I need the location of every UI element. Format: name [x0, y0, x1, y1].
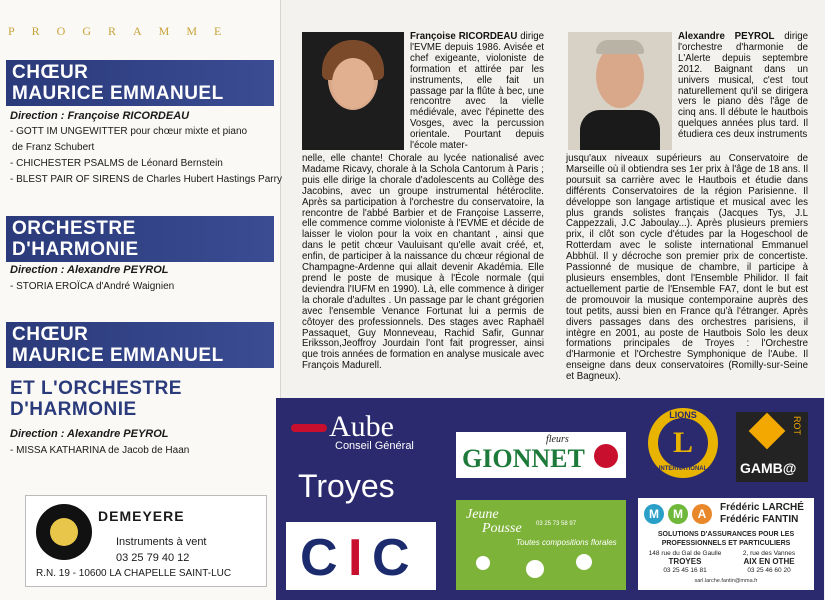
section-title-choeur-orchestre: CHŒUR MAURICE EMMANUEL	[6, 322, 274, 368]
section-title-orchestre: ORCHESTRE D'HARMONIE	[6, 216, 274, 262]
list-item: - BLEST PAIR OF SIRENS de Charles Hubert Hastings Parry	[10, 174, 282, 185]
direction-peyrol-2: Direction : Alexandre PEYROL	[10, 428, 169, 440]
logo-jeune-pousse: Jeune Pousse 03 25 73 58 97 Toutes compositions florales	[456, 500, 626, 590]
ad-brand-name: DEMEYERE	[98, 508, 185, 524]
program-heading: PROGRAMME	[8, 24, 239, 38]
aube-wave-icon	[291, 424, 327, 432]
logo-lions: L LIONS INTERNATIONAL	[644, 408, 724, 480]
program-list-combined	[10, 443, 275, 459]
ad-demeyere	[25, 495, 267, 587]
list-item: - CHICHESTER PSALMS de Léonard Bernstein	[10, 158, 223, 169]
program-panel	[0, 0, 281, 600]
list-item: - MISSA KATHARINA de Jacob de Haan	[10, 445, 190, 456]
logo-cic: C I C	[286, 522, 436, 590]
daisy-icon	[576, 554, 592, 570]
flower-icon	[594, 444, 618, 468]
bio-ricordeau-bottom: nelle, elle chante! Chorale au lycée nationalisé avec Madame Ricavy, chorale à la Schola Cantorum à Paris ; puis elle dirige la chorale d'adolescents au Collège des Jacobins, avec un groupe instrumental hétéroclite. Après sa participation à l'orchestre du conservatoire, la rencontre de l'abbé Barbier et de Françoise Lasserre, elle commence comme violoniste à l'EVME et décide de laisser le violon pour la voix en chantant , ainsi que dans le petit chœur Vauluisant qu'elle avait créé, et, enfin, de participer à la naissance du chœur régional de Champagne-Ardenne qui allait devenir Akadémia. Elle prend le poste de musique à l'École normale (qui deviendra l'IUFM en 1990). Là, elle commence à diriger la chorale d'adultes . Un passage par le chant grégorien avec l'ensemble Venance Fortunat lui a permis de côtoyer des professionnels. Des stages avec Raphaël Passaquet, Guy Monneveau, Rachid Safir, Gunnar Eriksson,Jeoffroy Jourdain l'ont fait progresser, ainsi que trois années de formation en analyse musicale avec François Madurell.	[302, 153, 544, 372]
bio-peyrol-top: Alexandre PEYROL dirige l'orchestre d'harmonie de L'Alerte depuis septembre 2012. Baignant dans un univers musical, c'est tout naturellement qu'il se dirigera vers le piano dès l'âge de cinq ans. Il débute le hautbois quelques années plus tard. Il étudiera ces deux instruments	[678, 31, 808, 141]
daisy-icon	[526, 560, 544, 578]
ad-phone: 03 25 79 40 12	[116, 552, 190, 564]
sponsors-panel	[276, 398, 824, 600]
logo-aube: Aube Conseil Général	[291, 410, 431, 454]
list-item: de Franz Schubert	[12, 142, 95, 153]
list-item: - GOTT IM UNGEWITTER pour chœur mixte et piano	[10, 126, 248, 137]
bio-ricordeau-top: Françoise RICORDEAU dirige l'EVME depuis 1986. Avisée et chef exigeante, violoniste de formation et attirée par les instruments, elle fait un passage par la flûte à bec, une rencontre avec la vielle médiévale, avec l'épinette des Vosges, avec la percussion orientale. Pourtant depuis l'école mater-	[410, 31, 544, 152]
daisy-icon	[476, 556, 490, 570]
section-title-choeur: CHŒUR MAURICE EMMANUEL	[6, 60, 274, 106]
ad-mma: M M A Frédéric LARCHÉ Frédéric FANTIN SOLUTIONS D'ASSURANCES POUR LES PROFESSIONNELS ET PARTICULIERS 148 rue du Gal de Gaulle TROYES 03 25 45 16 81 2, rue des Vannes AIX EN OTHE 03 25 46 60 20 sarl.larche.fantin@mma.fr	[638, 498, 814, 590]
direction-peyrol: Direction : Alexandre PEYROL	[10, 264, 169, 276]
photo-ricordeau	[302, 32, 404, 150]
logo-gionnet: fleurs GIONNET	[456, 432, 626, 478]
program-list-choeur	[10, 124, 282, 188]
logo-gamba: ROT GAMB@	[736, 412, 808, 482]
section-title-continued: ET L'ORCHESTRE D'HARMONIE	[10, 378, 182, 420]
bio-name: Françoise RICORDEAU	[410, 31, 518, 42]
bio-name: Alexandre PEYROL	[678, 31, 775, 42]
direction-ricordeau: Direction : Françoise RICORDEAU	[10, 110, 190, 122]
ad-address: R.N. 19 - 10600 LA CHAPELLE SAINT-LUC	[36, 568, 232, 579]
ad-tagline: Instruments à vent	[116, 536, 207, 548]
logo-troyes: Troyes	[298, 468, 395, 504]
gear-horse-logo-icon	[36, 504, 92, 560]
bio-peyrol-bottom: jusqu'aux niveaux supérieurs au Conservatoire de Marseille où il obtiendra ses 1er prix à l'âge de 18 ans. Il poursuit sa carrière avec le Hautbois et étudie dans différents Conservatoires de la région Parisienne. Il développe son langage artistique et musical avec les plus grands solistes français (Jacques Tys, J.L Cappezzali, J.C Jaboulay...). Après plusieurs premiers prix, il clôt son cycle d'études par la Hogeschool de Rotterdam avec le soliste international Emmanuel Abbhül. Il y décroche son premier prix de concertiste. Passionné de musique de chambre, il participe à plusieurs ensembles, dont l'Ensemble Philidor. Il fait actuellement partie de l'Ensemble FA7, dont le but est de promouvoir la musique contemporaine auprès des tout petits, aussi bien en France qu'à l'étranger. Après divers passages dans des orchestres parisiens, il intègre en 2001, au poste de Hautbois Solo les deux formations principales de Troyes : l'Orchestre d'Harmonie et l'Orchestre Symphonique de l'Aube. Il enseigne dans deux conservatoires (Romilly-sur-Seine et Bagneux).	[566, 153, 808, 383]
photo-peyrol	[568, 32, 672, 150]
diamond-icon	[749, 413, 786, 450]
program-list-orchestre	[10, 279, 275, 295]
list-item: - STORIA EROÏCA d'André Waignien	[10, 281, 175, 292]
